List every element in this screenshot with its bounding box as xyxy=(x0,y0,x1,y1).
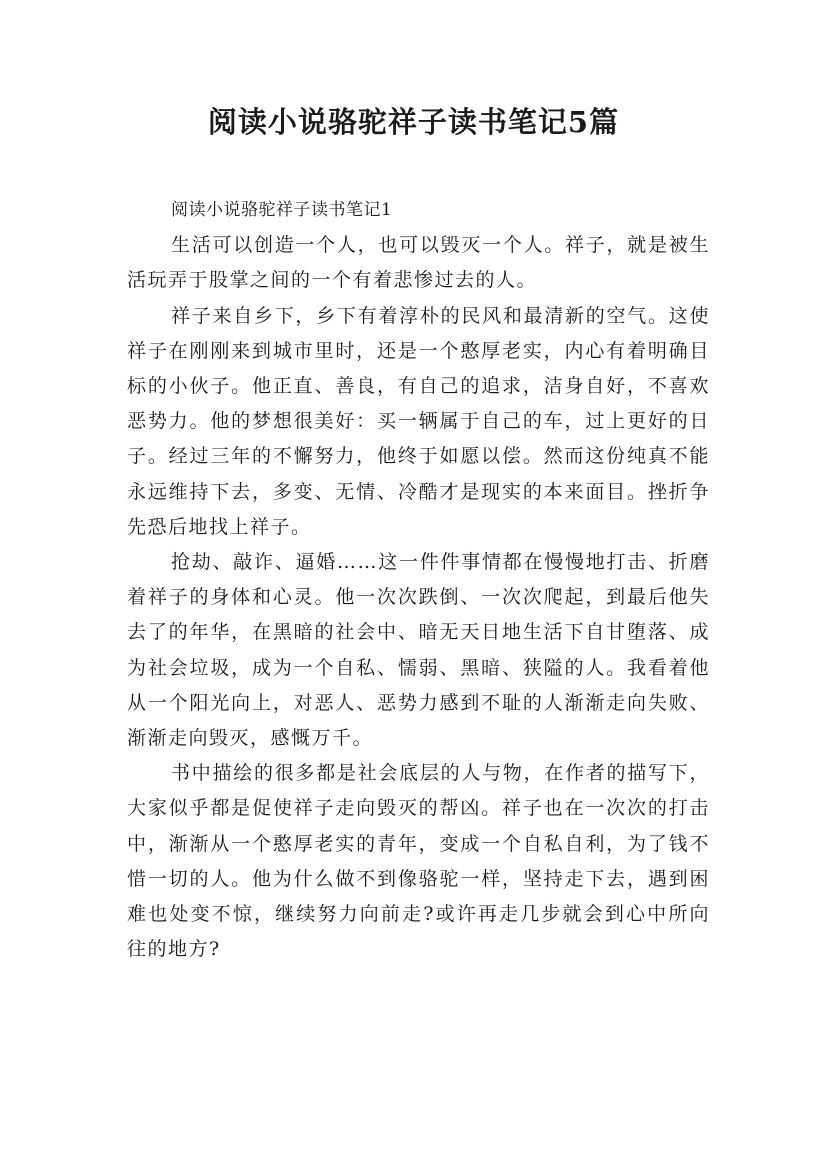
paragraph-4: 书中描绘的很多都是社会底层的人与物，在作者的描写下，大家似乎都是促使祥子走向毁灭的帮凶。祥子也在一次次的打击中，渐渐从一个憨厚老实的青年，变成一个自私自利，为了钱不惜一切的人。他为什么做不到像骆驼一样，坚持走下去，遇到困难也处变不惊，继续努力向前走?或许再走几步就会到心中所向往的地方? xyxy=(127,762,710,961)
section-heading: 阅读小说骆驼祥子读书笔记1 xyxy=(171,200,393,220)
document-body xyxy=(127,193,710,967)
document-title: 阅读小说骆驼祥子读书笔记5篇 xyxy=(207,105,620,139)
paragraph-1: 生活可以创造一个人，也可以毁灭一个人。祥子，就是被生活玩弄于股掌之间的一个有着悲惨过去的人。 xyxy=(127,234,710,292)
paragraph-2: 祥子来自乡下，乡下有着淳朴的民风和最清新的空气。这使祥子在刚刚来到城市里时，还是一个憨厚老实，内心有着明确目标的小伙子。他正直、善良，有自己的追求，洁身自好，不喜欢恶势力。他的梦想很美好：买一辆属于自己的车，过上更好的日子。经过三年的不懈努力，他终于如愿以偿。然而这份纯真不能永远维持下去，多变、无情、冷酷才是现实的本来面目。挫折争先恐后地找上祥子。 xyxy=(127,304,710,538)
paragraph-3: 抢劫、敲诈、逼婚……这一件件事情都在慢慢地打击、折磨着祥子的身体和心灵。他一次次跌倒、一次次爬起，到最后他失去了的年华，在黑暗的社会中、暗无天日地生活下自甘堕落、成为社会垃圾，成为一个自私、懦弱、黑暗、狭隘的人。我看着他从一个阳光向上，对恶人、恶势力感到不耻的人渐渐走向失败、渐渐走向毁灭，感慨万千。 xyxy=(127,551,710,750)
